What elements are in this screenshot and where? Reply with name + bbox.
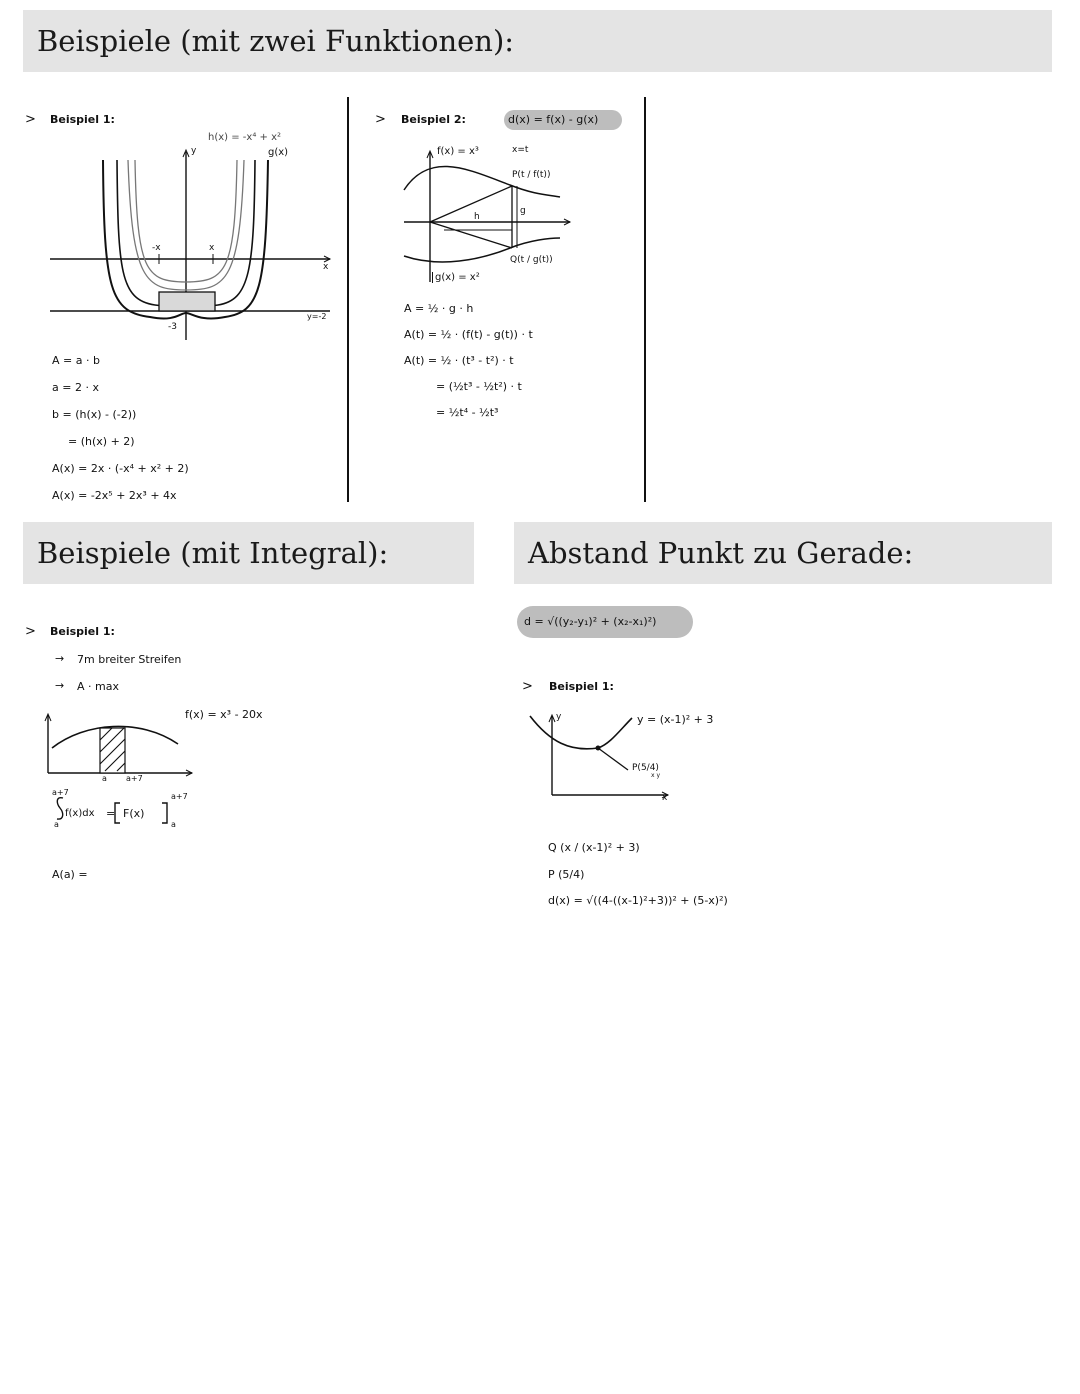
chevron-right-icon: >	[375, 112, 386, 127]
ex1-h-label: h(x) = -x⁴ + x²	[208, 132, 281, 143]
s2-area: A(a) =	[52, 868, 88, 881]
ex1-label: Beispiel 1:	[50, 113, 115, 126]
s3-line-3: d(x) = √((4-((x-1)²+3))² + (5-x)²)	[548, 894, 728, 907]
ex1-y-label: y	[191, 146, 197, 156]
ex2-g-label: g	[520, 206, 526, 216]
ex1-posx-label: x	[209, 243, 215, 253]
ex2-xt-label: x=t	[512, 145, 529, 155]
s2-fx: f(x) = x³ - 20x	[185, 708, 263, 721]
s2-int-lower: a	[54, 820, 59, 829]
s2-int-bracket-upper: a+7	[171, 792, 188, 801]
s2-bullet-arrow-2: →	[55, 679, 65, 692]
s3-formula: d = √((y₂-y₁)² + (x₂-x₁)²)	[524, 615, 657, 628]
s2-int-bracket-lower: a	[171, 820, 176, 829]
s2-int-integrand: f(x)dx	[65, 808, 95, 819]
ex2-f-label: f(x) = x³	[437, 146, 479, 157]
s2-bullet-1: 7m breiter Streifen	[77, 653, 182, 666]
ex2-line-2: A(t) = ½ · (f(t) - g(t)) · t	[404, 328, 533, 341]
ex2-label: Beispiel 2:	[401, 113, 466, 126]
ex1-line-6: A(x) = -2x⁵ + 2x³ + 4x	[52, 489, 177, 502]
header-zwei-funktionen-title: Beispiele (mit zwei Funktionen):	[37, 24, 515, 58]
s3-line-1: Q (x / (x-1)² + 3)	[548, 841, 640, 854]
ex2-line-4: = (½t³ - ½t²) · t	[436, 380, 522, 393]
ex2-line-5: = ½t⁴ - ½t³	[436, 406, 499, 419]
s2-label: Beispiel 1:	[50, 625, 115, 638]
ex2-gx-label: g(x) = x²	[432, 272, 480, 283]
s3-xy-label: x y	[651, 772, 661, 779]
s2-int-eq: =	[106, 807, 116, 820]
ex1-line-4: = (h(x) + 2)	[68, 435, 135, 448]
s3-label: Beispiel 1:	[549, 680, 614, 693]
ex1-g-label: g(x)	[268, 147, 289, 158]
s2-int-antider: F(x)	[123, 807, 145, 820]
ex2-formula: d(x) = f(x) - g(x)	[508, 113, 599, 126]
s2-int-upper: a+7	[52, 788, 69, 797]
header-abstand-title: Abstand Punkt zu Gerade:	[528, 536, 914, 570]
chevron-right-icon: >	[522, 679, 533, 694]
ex1-x-label: x	[323, 262, 329, 272]
ex1-line-1: A = a · b	[52, 354, 100, 367]
s2-a7-label: a+7	[126, 774, 143, 783]
ex1-line-3: b = (h(x) - (-2))	[52, 408, 137, 421]
s2-bullet-2: A · max	[77, 680, 119, 693]
header-integral-title: Beispiele (mit Integral):	[37, 536, 389, 570]
chevron-right-icon: >	[25, 624, 36, 639]
s3-x-label: x	[662, 793, 668, 803]
ex1-line-5: A(x) = 2x · (-x⁴ + x² + 2)	[52, 462, 189, 475]
ex2-line-1: A = ½ · g · h	[404, 302, 474, 315]
ex2-P-label: P(t / f(t))	[512, 170, 551, 180]
s3-P-label: P(5/4)	[632, 763, 659, 773]
chevron-right-icon: >	[25, 112, 36, 127]
ex1-negx-label: -x	[152, 243, 161, 253]
s3-line-2: P (5/4)	[548, 868, 585, 881]
s2-a-label: a	[102, 774, 107, 783]
ex1-line-2: a = 2 · x	[52, 381, 99, 394]
ex1-neg3-label: -3	[168, 322, 177, 332]
s2-bullet-arrow-1: →	[55, 652, 65, 665]
s3-y-label: y	[556, 712, 562, 722]
ex2-h-label: h	[474, 212, 480, 222]
ex2-line-3: A(t) = ½ · (t³ - t²) · t	[404, 354, 514, 367]
s3-curve-label: y = (x-1)² + 3	[637, 713, 714, 726]
ex1-yeq-label: y=-2	[307, 312, 327, 321]
ex2-Q-label: Q(t / g(t))	[510, 255, 553, 265]
